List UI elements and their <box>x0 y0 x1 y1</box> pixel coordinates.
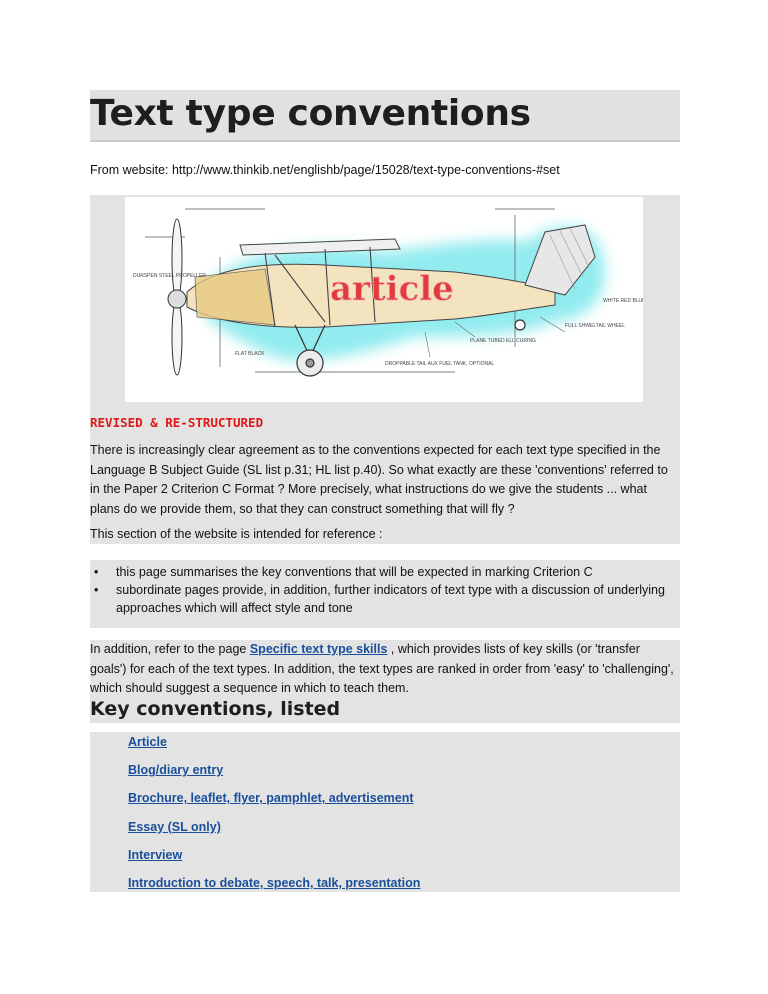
convention-link-brochure[interactable]: Brochure, leaflet, flyer, pamphlet, advertisement <box>128 791 414 806</box>
convention-link-article[interactable]: Article <box>128 735 167 749</box>
addition-paragraph: In addition, refer to the page Specific text type skills , which provides lists of key skills (or 'transfer goals') for each of the text types. In addition, the text types are ranked in order from 'easy' to 'challenging', which should suggest a sequence in which to teach them. <box>90 642 674 695</box>
figure-annotation: FULL SHWELTAIL WHEEL <box>565 323 626 329</box>
list-item <box>128 763 420 791</box>
airplane-blueprint-figure <box>125 197 643 402</box>
figure-annotation: DROPPABLE TAIL AUX FUEL TANK, OPTIONAL <box>385 361 495 367</box>
figure-annotation: DURSPEN STEEL PROPELLER <box>133 273 206 279</box>
figure-annotation: WHITE RED BLUE <box>603 298 643 304</box>
reference-bullet-list <box>90 563 678 617</box>
spacer <box>90 628 680 640</box>
bullet-icon: • <box>94 565 99 579</box>
airplane-blueprint-image <box>125 197 643 402</box>
convention-link-speech[interactable]: Introduction to debate, speech, talk, presentation <box>128 875 421 890</box>
revised-label: REVISED & RE-STRUCTURED <box>90 415 264 430</box>
convention-link-essay[interactable]: Essay (SL only) <box>128 819 221 834</box>
reference-line: This section of the website is intended for reference : <box>90 527 383 541</box>
list-item <box>128 735 420 763</box>
section-heading: Key conventions, listed <box>90 698 341 720</box>
page-title: Text type conventions <box>90 93 531 134</box>
list-item <box>128 876 420 904</box>
source-line: From website: http://www.thinkib.net/englishb/page/15028/text-type-conventions-#set <box>90 163 560 177</box>
specific-skills-link[interactable]: Specific text type skills <box>249 642 388 656</box>
list-item: • subordinate pages provide, in addition, further indicators of text type with a discussion of underlying approaches which will affect style and tone <box>94 583 665 615</box>
spacer <box>90 723 680 732</box>
bullet-icon: • <box>94 583 99 597</box>
intro-paragraph: There is increasingly clear agreement as to the conventions expected for each text type specified in the Language B Subject Guide (SL list p.31; HL list p.40). So what exactly are these 'conventions' referred to in the Paper 2 Criterion C Format ? More precisely, what instructions do we give the students ... what plans do we provide them, so that they can construct something that will fly ? <box>90 443 668 516</box>
figure-annotation: FLAT BLACK <box>235 351 265 357</box>
article-stamp: article <box>330 269 454 309</box>
list-item <box>128 820 420 848</box>
convention-link-interview[interactable]: Interview <box>128 847 183 862</box>
list-item <box>128 848 420 876</box>
spacer <box>90 544 680 560</box>
convention-link-blog[interactable]: Blog/diary entry <box>128 763 224 778</box>
list-item <box>128 791 420 819</box>
title-band <box>90 90 680 142</box>
conventions-link-list <box>128 735 420 904</box>
figure-annotation: PLANE TUBED ELL CURING <box>470 338 536 344</box>
list-item: • this page summarises the key conventions that will be expected in marking Criterion C <box>94 565 593 579</box>
